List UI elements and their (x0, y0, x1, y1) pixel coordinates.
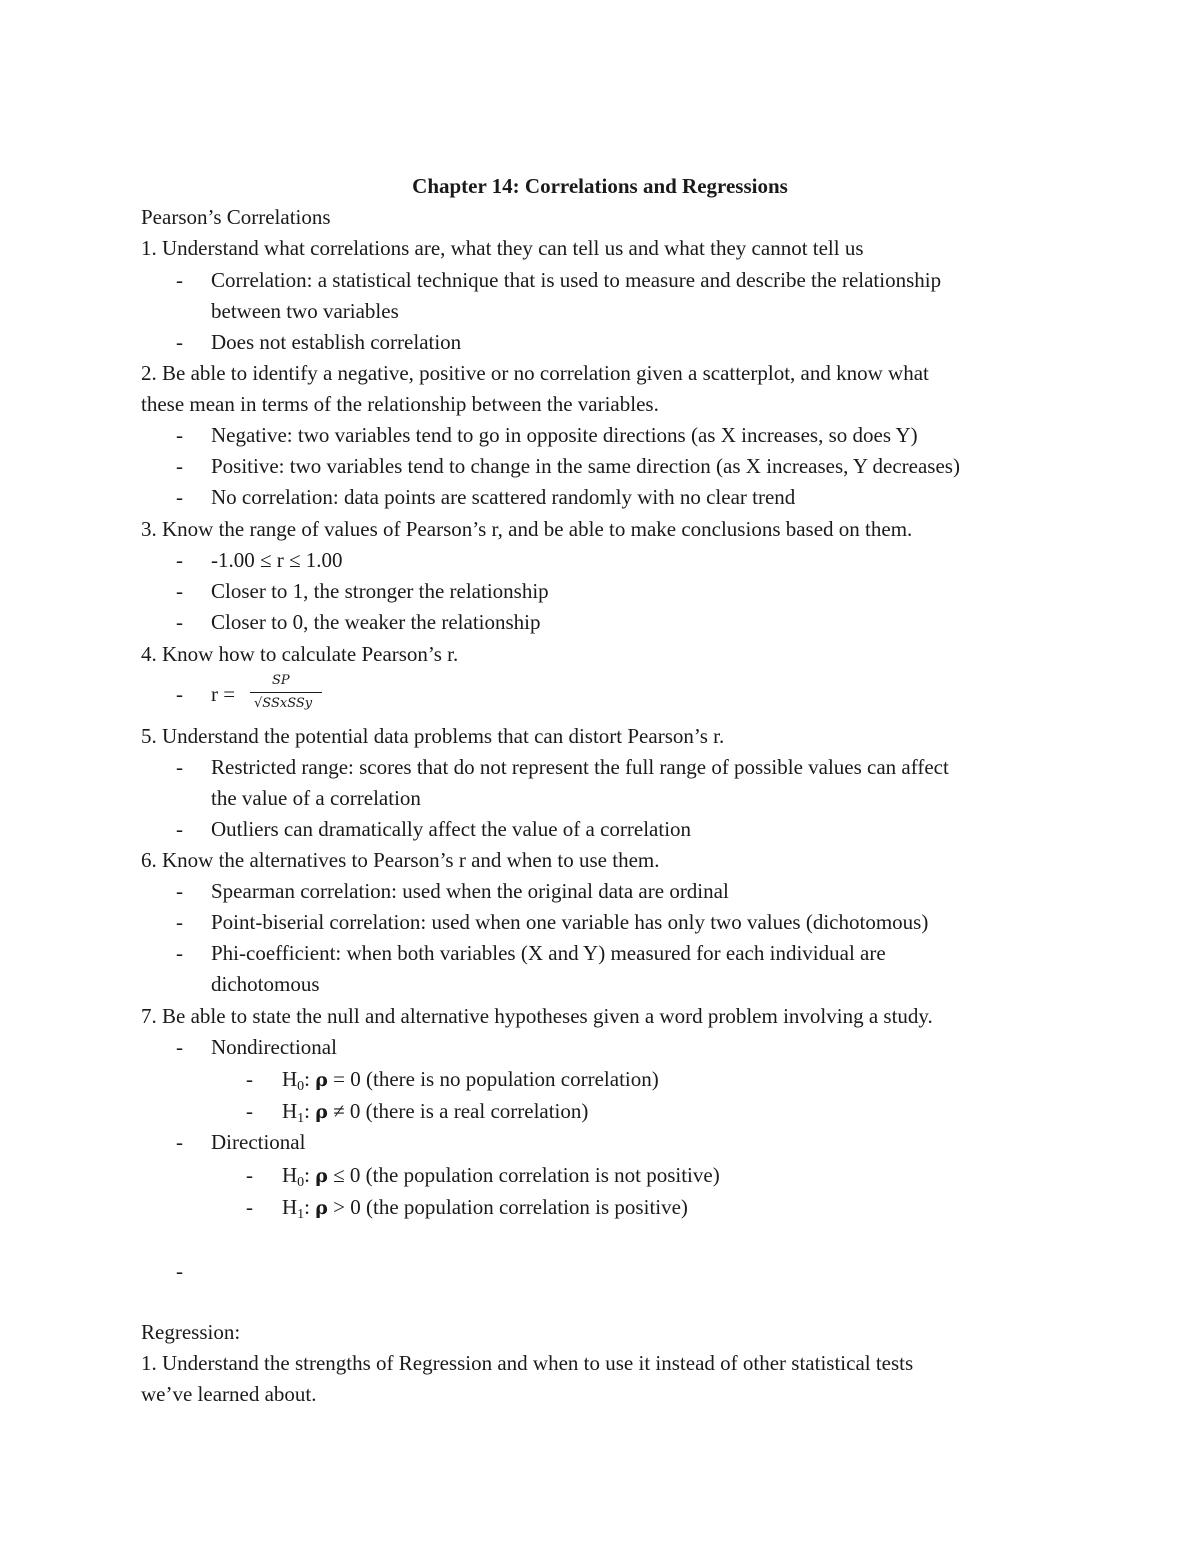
bullet-dash: - (176, 1035, 183, 1059)
bullet-dash: - (246, 1067, 253, 1091)
bullet-dash: - (176, 879, 183, 903)
rho-symbol: ρ (315, 1165, 328, 1187)
item-1: 1. Understand what correlations are, what they can tell us and what they cannot tell us (141, 236, 864, 260)
item-2-line-1: 2. Be able to identify a negative, positive or no correlation given a scatterplot, and know what (141, 361, 929, 385)
rho-symbol: ρ (315, 1069, 328, 1091)
formula-denominator: √SSxSSy (254, 696, 313, 711)
item-5: 5. Understand the potential data problems that can distort Pearson’s r. (141, 724, 725, 748)
colon: : (304, 1067, 316, 1091)
bullet-dash: - (246, 1195, 253, 1219)
item-5-bullet-2: Outliers can dramatically affect the value of a correlation (211, 817, 692, 841)
pearson-heading: Pearson’s Correlations (141, 205, 331, 229)
item-5-bullet-1-line-2: the value of a correlation (211, 786, 421, 810)
subscript: 1 (297, 1111, 305, 1126)
rho-symbol: ρ (315, 1101, 328, 1123)
colon: : (304, 1195, 316, 1219)
bullet-dash: - (246, 1163, 253, 1187)
formula-numerator: SP (272, 673, 290, 688)
item-2-bullet-2: Positive: two variables tend to change in the same direction (as X increases, Y decreases) (211, 454, 960, 478)
bullet-dash: - (176, 1130, 183, 1154)
pearson-r-formula (250, 673, 322, 719)
item-3-bullet-3: Closer to 0, the weaker the relationship (211, 610, 541, 634)
bullet-dash: - (176, 454, 183, 478)
nondirectional-h1 (282, 1098, 588, 1132)
bullet-dash: - (246, 1099, 253, 1123)
nondirectional-h0 (282, 1066, 659, 1100)
bullet-dash: - (176, 548, 183, 572)
item-7: 7. Be able to state the null and alternative hypotheses given a word problem involving a study. (141, 1004, 933, 1028)
item-3: 3. Know the range of values of Pearson’s r, and be able to make conclusions based on them. (141, 517, 913, 541)
hypothesis-text: ≠ 0 (there is a real correlation) (327, 1099, 589, 1123)
rho-symbol: ρ (315, 1197, 328, 1219)
item-4: 4. Know how to calculate Pearson’s r. (141, 642, 459, 666)
regression-heading: Regression: (141, 1320, 241, 1344)
bullet-dash: - (176, 423, 183, 447)
fraction-bar (250, 692, 322, 693)
h-letter: H (282, 1067, 298, 1091)
item-7-bullet-directional: Directional (211, 1130, 306, 1154)
h-letter: H (282, 1163, 298, 1187)
page-title: Chapter 14: Correlations and Regressions (412, 174, 788, 198)
bullet-dash: - (176, 268, 183, 292)
bullet-dash: - (176, 610, 183, 634)
directional-h1 (282, 1194, 688, 1228)
item-1-bullet-2: Does not establish correlation (211, 330, 462, 354)
bullet-dash: - (176, 817, 183, 841)
hypothesis-text: = 0 (there is no population correlation) (327, 1067, 659, 1091)
regression-item-1-line-1: 1. Understand the strengths of Regression and when to use it instead of other statistical tests (141, 1351, 914, 1375)
item-3-bullet-1: -1.00 ≤ r ≤ 1.00 (211, 548, 343, 572)
item-6-bullet-2: Point-biserial correlation: used when one variable has only two values (dichotomous) (211, 910, 929, 934)
subscript: 0 (297, 1175, 305, 1190)
subscript: 0 (297, 1079, 305, 1094)
colon: : (304, 1099, 316, 1123)
item-6-bullet-1: Spearman correlation: used when the original data are ordinal (211, 879, 729, 903)
item-7-bullet-nondirectional: Nondirectional (211, 1035, 337, 1059)
item-6-bullet-3-line-1: Phi-coefficient: when both variables (X and Y) measured for each individual are (211, 941, 886, 965)
regression-item-1-line-2: we’ve learned about. (141, 1382, 317, 1406)
item-2-bullet-3: No correlation: data points are scattered randomly with no clear trend (211, 485, 796, 509)
bullet-dash: - (176, 485, 183, 509)
bullet-dash: - (176, 1259, 183, 1283)
colon: : (304, 1163, 316, 1187)
directional-h0 (282, 1162, 720, 1196)
bullet-dash: - (176, 330, 183, 354)
item-2-line-2: these mean in terms of the relationship between the variables. (141, 392, 659, 416)
formula-lhs: r = (211, 682, 236, 706)
item-5-bullet-1-line-1: Restricted range: scores that do not represent the full range of possible values can affect (211, 755, 949, 779)
bullet-dash: - (176, 682, 183, 706)
hypothesis-text: > 0 (the population correlation is positive) (327, 1195, 688, 1219)
item-6-bullet-3-line-2: dichotomous (211, 972, 320, 996)
hypothesis-text: ≤ 0 (the population correlation is not positive) (327, 1163, 720, 1187)
item-2-bullet-1: Negative: two variables tend to go in opposite directions (as X increases, so does Y) (211, 423, 918, 447)
item-3-bullet-2: Closer to 1, the stronger the relationship (211, 579, 549, 603)
item-1-bullet-1-line-1: Correlation: a statistical technique that is used to measure and describe the relationship (211, 268, 942, 292)
bullet-dash: - (176, 941, 183, 965)
h-letter: H (282, 1099, 298, 1123)
bullet-dash: - (176, 910, 183, 934)
item-1-bullet-1-line-2: between two variables (211, 299, 399, 323)
bullet-dash: - (176, 755, 183, 779)
subscript: 1 (297, 1207, 305, 1222)
item-6: 6. Know the alternatives to Pearson’s r and when to use them. (141, 848, 660, 872)
h-letter: H (282, 1195, 298, 1219)
bullet-dash: - (176, 579, 183, 603)
